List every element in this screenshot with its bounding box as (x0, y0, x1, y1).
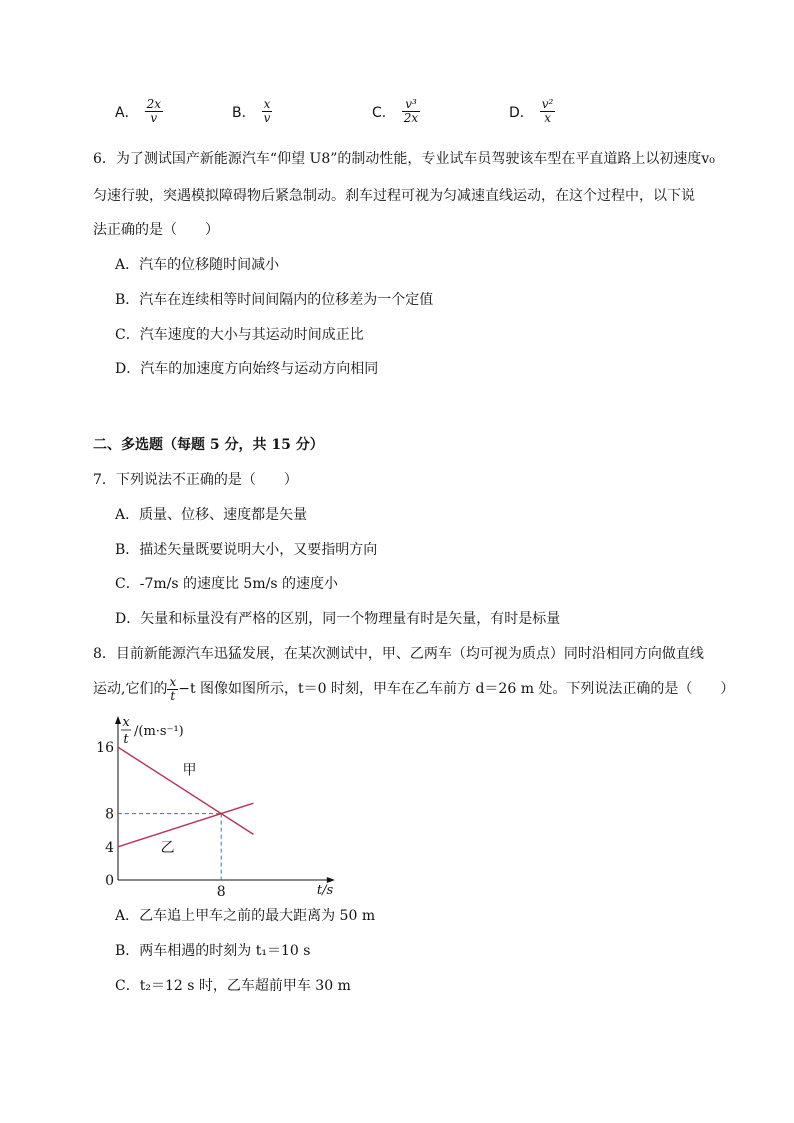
q5-option-d (509, 98, 555, 125)
q7-stem: 7．下列说法不正确的是（ ） (93, 472, 298, 488)
x-tick-label: 8 (216, 884, 226, 900)
q6-stem-line3: 法正确的是（ ） (93, 222, 219, 238)
y-label-unit: /(m·s⁻¹) (134, 724, 184, 739)
q8-stem-post: −t 图像如图所示，t＝0 时刻，甲车在乙车前方 d＝26 m 处。下列说法正确的是（ ） (178, 681, 735, 697)
y-tick-label: 8 (105, 806, 114, 823)
q8-stem-pre: 运动,它们的 (93, 681, 168, 697)
q5-option-b (232, 98, 272, 125)
y-tick-label: 16 (96, 740, 114, 757)
q8-stem-line2 (93, 674, 734, 704)
y-tick-label: 4 (105, 839, 114, 856)
option-label: C． (372, 104, 396, 121)
y-label-denominator: t (123, 732, 129, 747)
option-label: B． (232, 104, 256, 121)
q8-option-b: B．两车相遇的时刻为 t₁＝10 s (115, 943, 311, 959)
xt-t-graph (96, 712, 334, 900)
series-label-jia: 甲 (182, 762, 197, 779)
option-label: D． (509, 104, 534, 121)
y-axis-arrow (115, 716, 121, 724)
series-line-jia (118, 747, 253, 834)
section-heading: 二、多选题（每题 5 分，共 15 分） (93, 437, 324, 453)
q6-stem-line1: 6．为了测试国产新能源汽车“仰望 U8”的制动性能，专业试车员驾驶该车型在平直道路上以初速度v₀ (93, 151, 715, 167)
q6-option-a: A．汽车的位移随时间减小 (115, 257, 280, 273)
fraction: $\frac{2x}{v}$ (146, 97, 161, 125)
origin-label: 0 (105, 873, 114, 889)
q8-option-c: C．t₂＝12 s 时，乙车超前甲车 30 m (115, 978, 351, 994)
q7-option-b: B．描述矢量既要说明大小，又要指明方向 (115, 542, 378, 558)
q6-option-d: D．汽车的加速度方向始终与运动方向相同 (115, 361, 379, 377)
q6-option-b: B．汽车在连续相等时间间隔内的位移差为一个定值 (115, 292, 434, 308)
fraction: $\frac{\text{v²}}{x}$ (541, 97, 554, 125)
q7-option-d: D．矢量和标量没有严格的区别，同一个物理量有时是矢量，有时是标量 (115, 611, 561, 627)
q5-option-c (372, 98, 420, 125)
fraction: $\frac{x}{v}$ (263, 97, 271, 125)
option-label: A． (115, 104, 139, 121)
y-label-numerator: x (122, 715, 130, 730)
q7-option-a: A．质量、位移、速度都是矢量 (115, 507, 308, 523)
x-axis-label: t/s (316, 883, 334, 898)
q6-option-c: C．汽车速度的大小与其运动时间成正比 (115, 327, 364, 343)
q5-option-a (115, 98, 163, 125)
fraction: $\frac{\text{v³}}{2x}$ (403, 97, 419, 125)
xt-fraction: $\frac{x}{t}$ (169, 674, 177, 703)
series-line-yi (118, 803, 253, 847)
series-label-yi: 乙 (160, 839, 175, 856)
q6-stem-line2: 匀速行驶，突遇模拟障碍物后紧急制动。刹车过程可视为匀减速直线运动，在这个过程中，以下说 (93, 188, 695, 204)
q8-option-a: A．乙车追上甲车之前的最大距离为 50 m (115, 908, 376, 924)
q8-stem-line1: 8．目前新能源汽车迅猛发展，在某次测试中，甲、乙两车（均可视为质点）同时沿相同方向做直线 (93, 646, 704, 662)
q7-option-c: C．-7m/s 的速度比 5m/s 的速度小 (115, 576, 338, 592)
